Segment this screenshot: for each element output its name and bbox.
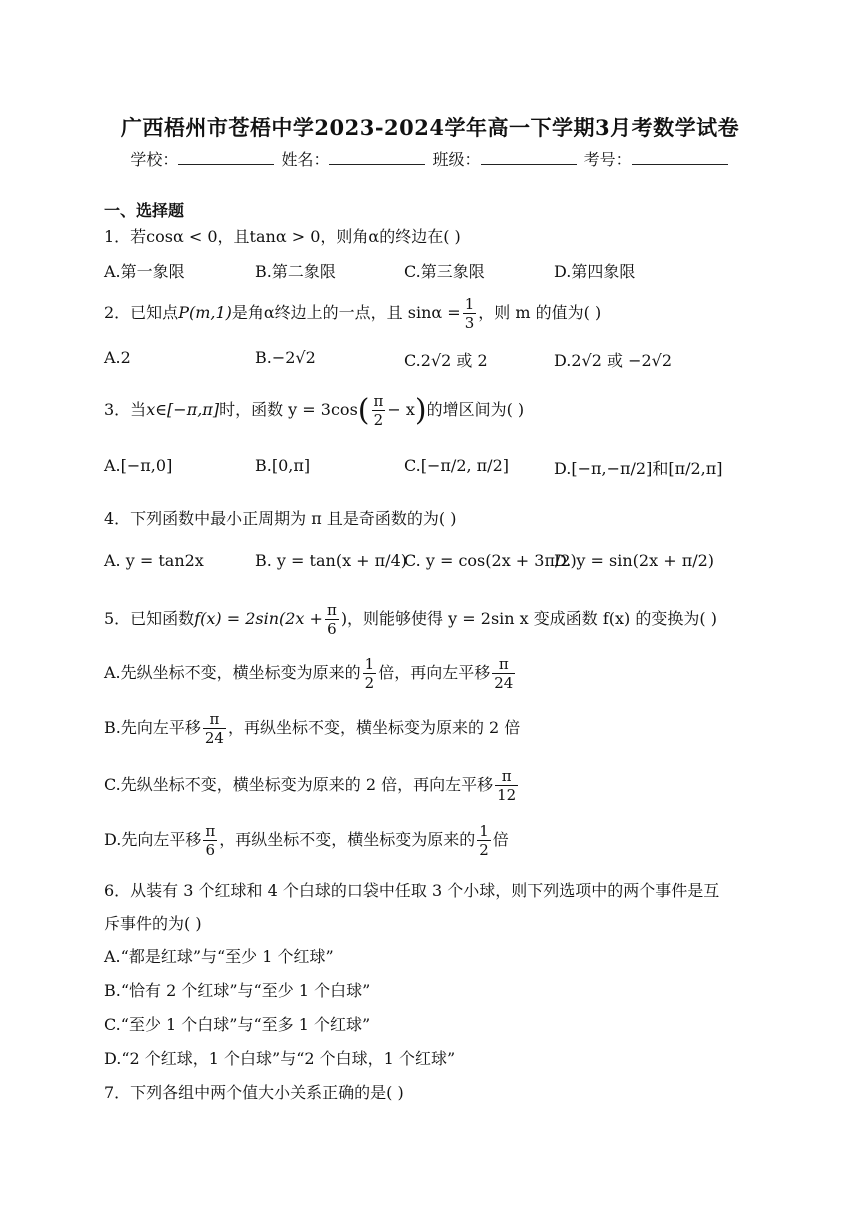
question-5-option-c: C.先纵坐标不变，横坐标变为原来的 2 倍，再向左平移 $\frac{\pi}{12}$ [104,767,517,804]
question-2-option-b: B.−2√2 [255,348,316,367]
question-4-option-c: C. y = cos(2x + 3π/2) [404,551,577,570]
fraction: $\frac{\pi}{6}$ [326,601,337,638]
class-blank[interactable] [481,150,577,165]
question-1-option-a: A.第一象限 [104,262,185,281]
exam-number-label: 考号： [583,150,632,169]
question-6-option-c: C.“至少 1 个白球”与“至多 1 个红球” [104,1015,371,1034]
question-3-option-b: B.[0,π] [255,456,311,475]
question-3-stem: 3．当x∈[−π,π]时，函数 y = 3cos( $\frac{\pi}{2}$ − x)的增区间为( ) [104,392,525,429]
fraction: $\frac{1}{3}$ [464,295,475,332]
question-6-option-d: D.“2 个红球，1 个白球”与“2 个白球，1 个红球” [104,1049,456,1068]
class-label: 班级： [432,150,481,169]
school-label: 学校： [130,150,179,169]
question-4-stem: 4．下列函数中最小正周期为 π 且是奇函数的为( ) [104,509,457,528]
fraction: $\frac{\pi}{2}$ [373,392,384,429]
question-6-option-a: A.“都是红球”与“至少 1 个红球” [104,947,334,966]
question-2-stem: 2．已知点P(m,1)是角α终边上的一点，且 sinα = $\frac{1}{3}$ ，则 m 的值为( ) [104,295,602,332]
question-4-option-d: D. y = sin(2x + π/2) [554,551,715,570]
question-3-option-a: A.[−π,0] [104,456,173,475]
question-4-option-a: A. y = tan2x [104,551,204,570]
question-1-option-b: B.第二象限 [255,262,336,281]
question-6-option-b: B.“恰有 2 个红球”与“至少 1 个白球” [104,981,371,1000]
name-label: 姓名： [281,150,330,169]
question-5-option-d: D.先向左平移 $\frac{\pi}{6}$ ，再纵坐标不变，横坐标变为原来的 $\frac{1}{2}$ 倍 [104,822,509,859]
question-3-option-c: C.[−π/2, π/2] [404,456,509,475]
name-blank[interactable] [329,150,425,165]
school-blank[interactable] [178,150,274,165]
question-6-stem-line-2: 斥事件的为( ) [104,914,202,933]
question-5-stem: 5．已知函数f(x) = 2sin(2x + $\frac{\pi}{6}$ )，则能够使得 y = 2sin x 变成函数 f(x) 的变换为( ) [104,601,717,638]
question-7-stem: 7．下列各组中两个值大小关系正确的是( ) [104,1083,404,1102]
question-1-stem: 1．若cosα < 0，且tanα > 0，则角α的终边在( ) [104,227,461,246]
question-1-option-d: D.第四象限 [554,262,636,281]
student-info-line [0,147,860,170]
question-5-option-b: B.先向左平移 $\frac{\pi}{24}$ ，再纵坐标不变，横坐标变为原来的 2 倍 [104,710,521,747]
exam-title: 广西梧州市苍梧中学2023-2024学年高一下学期3月考数学试卷 [120,115,740,140]
question-4-option-b: B. y = tan(x + π/4) [255,551,407,570]
question-3-option-d: D.[−π,−π/2]和[π/2,π] [554,459,723,478]
question-2-option-c: C.2√2 或 2 [404,351,488,370]
question-6-stem-line-1: 6．从装有 3 个红球和 4 个白球的口袋中任取 3 个小球，则下列选项中的两个事件是互 [104,881,720,900]
section-heading: 一、选择题 [104,201,185,220]
question-2-option-a: A.2 [104,348,131,367]
question-1-option-c: C.第三象限 [404,262,485,281]
question-5-option-a: A.先纵坐标不变，横坐标变为原来的 $\frac{1}{2}$ 倍，再向左平移 $\frac{\pi}{24}$ [104,655,514,692]
question-2-option-d: D.2√2 或 −2√2 [554,351,673,370]
exam-number-blank[interactable] [632,150,728,165]
